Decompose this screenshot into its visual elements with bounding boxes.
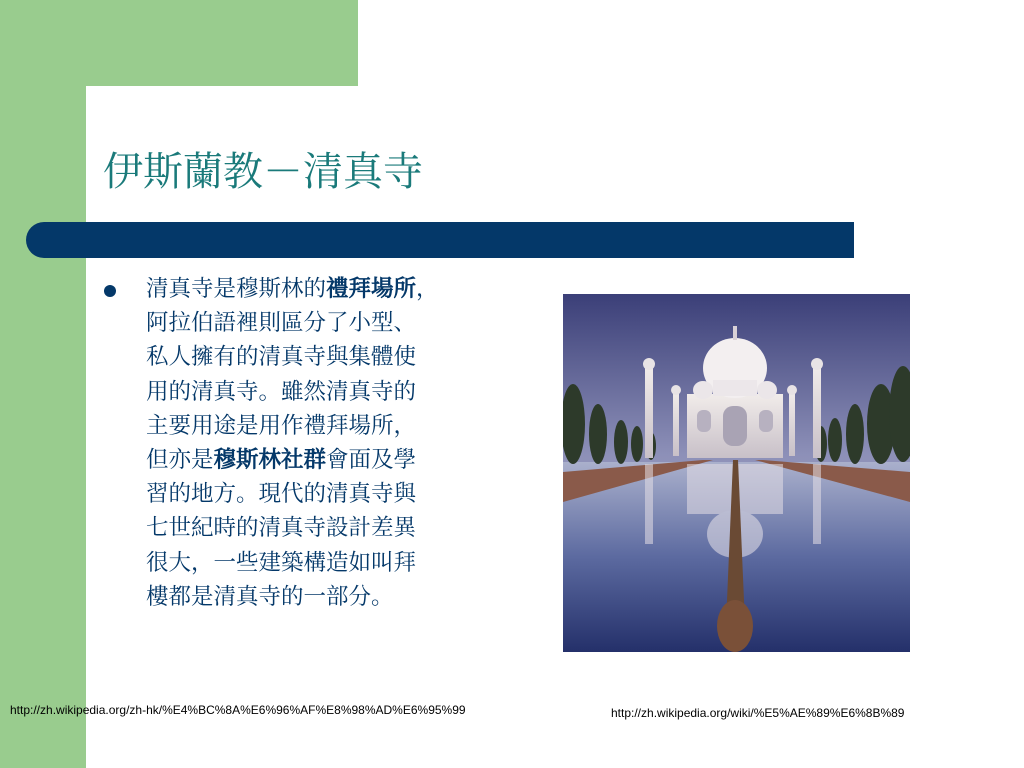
body-text-segment: 阿拉伯語裡則區分了小型、 bbox=[146, 310, 417, 337]
body-line bbox=[146, 306, 506, 340]
body-text-segment: 但亦是 bbox=[146, 447, 214, 474]
body-line bbox=[146, 443, 506, 477]
body-text-segment: ， bbox=[416, 276, 439, 302]
body-text-segment: 私人擁有的清真寺與集體使 bbox=[146, 344, 417, 371]
slide-title: 伊斯蘭教－清真寺 bbox=[103, 149, 423, 195]
body-line bbox=[146, 580, 506, 614]
body-text-segment: 主要用途是用作禮拜場所， bbox=[146, 412, 417, 439]
body-paragraph bbox=[146, 272, 506, 614]
body-line bbox=[146, 340, 506, 374]
body-text-segment: 用的清真寺。雖然清真寺的 bbox=[146, 378, 417, 405]
body-text-segment: 七世紀時的清真寺設計差異 bbox=[146, 515, 417, 542]
bullet-icon bbox=[104, 285, 116, 297]
source-link-allah[interactable]: http://zh.wikipedia.org/wiki/%E5%AE%89%E6%8B%89 bbox=[611, 706, 905, 720]
body-line bbox=[146, 409, 506, 443]
body-text-segment: 很大，一些建築構造如叫拜 bbox=[146, 549, 417, 576]
source-link-islam[interactable]: http://zh.wikipedia.org/zh-hk/%E4%BC%8A%E6%96%AF%E8%98%AD%E6%95%99 bbox=[10, 703, 466, 717]
body-line bbox=[146, 511, 506, 545]
title-underline-bar bbox=[26, 222, 854, 258]
body-line bbox=[146, 477, 506, 511]
body-text-segment: 習的地方。現代的清真寺與 bbox=[146, 481, 417, 508]
body-text-segment: 清真寺是穆斯林的 bbox=[146, 276, 327, 302]
taj-mahal-photo bbox=[563, 294, 910, 652]
body-text-segment: 樓都是清真寺的一部分。 bbox=[146, 583, 394, 610]
left-decoration-strip bbox=[0, 0, 86, 768]
body-line bbox=[146, 272, 506, 306]
body-text-segment: 會面及學 bbox=[326, 447, 417, 474]
bold-term: 禮拜場所 bbox=[326, 276, 417, 302]
bold-term: 穆斯林社群 bbox=[213, 447, 327, 474]
body-line bbox=[146, 546, 506, 580]
body-line bbox=[146, 375, 506, 409]
